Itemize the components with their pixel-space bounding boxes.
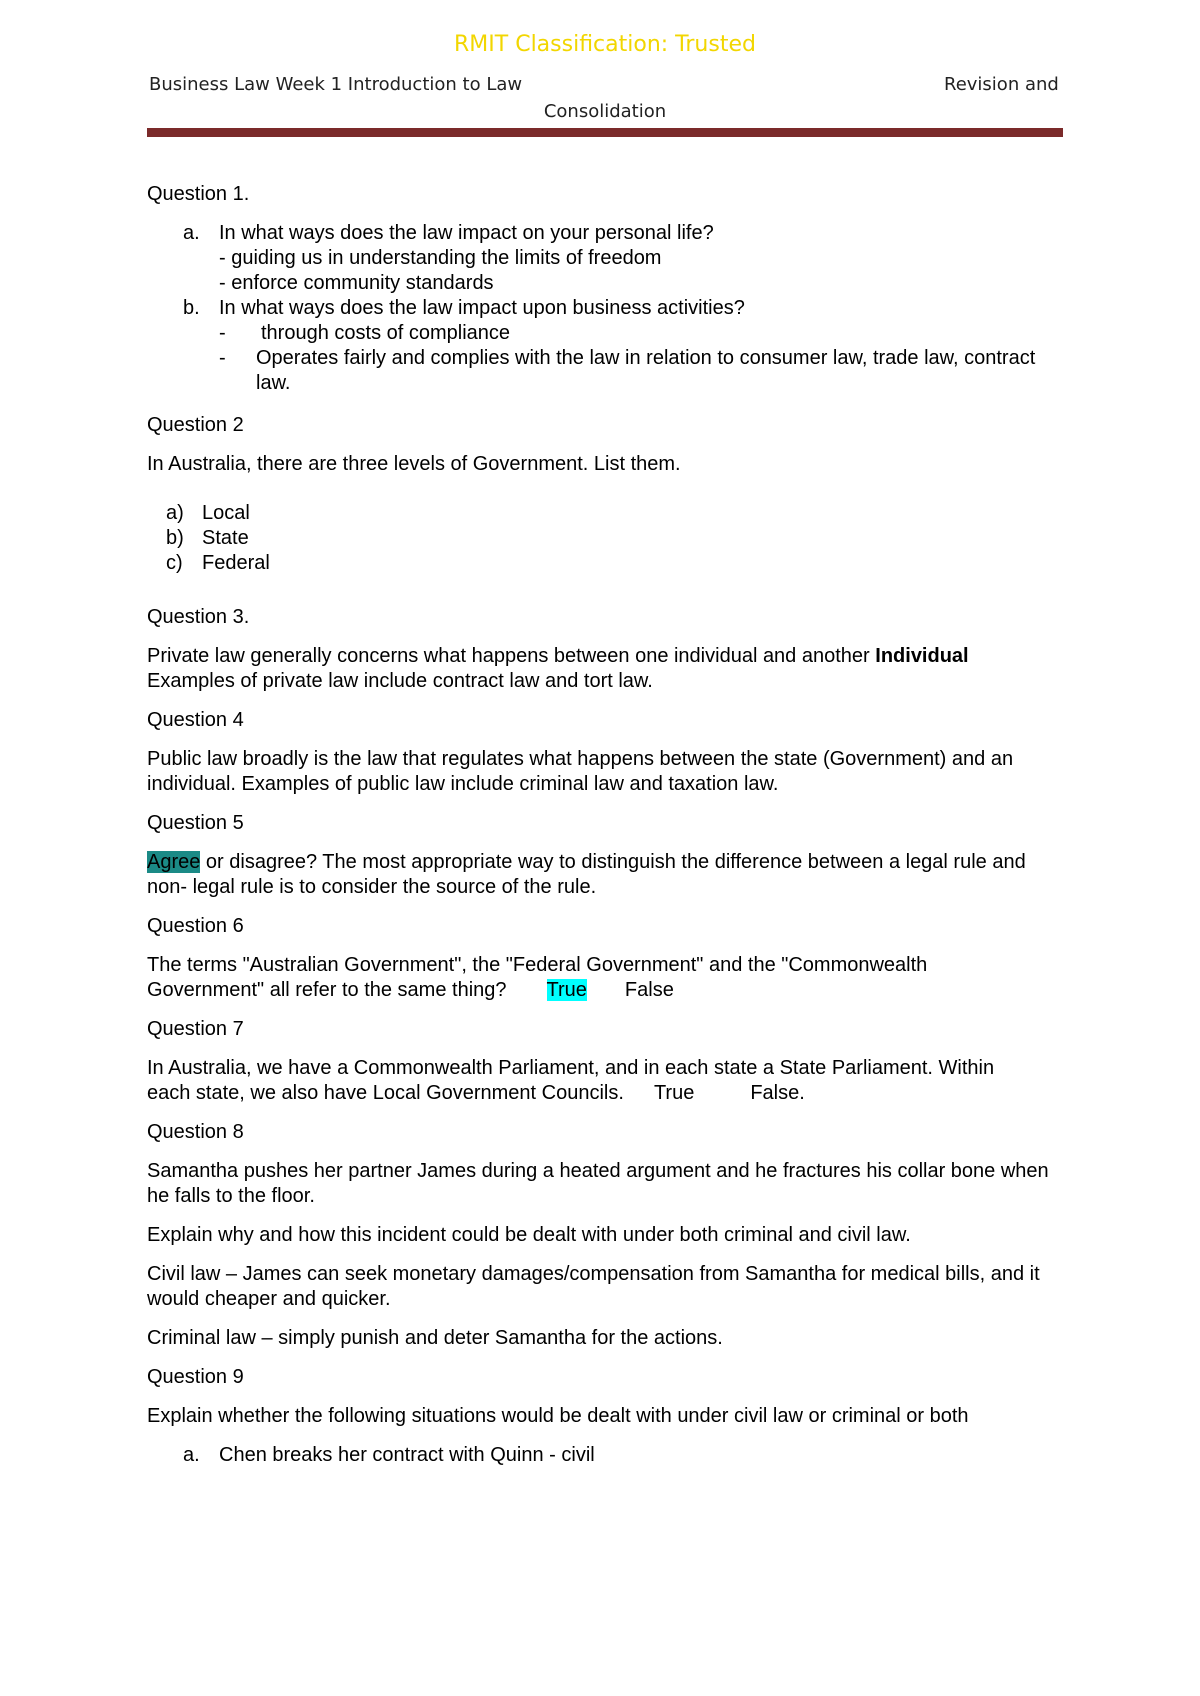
answer-1b-2 [147, 346, 1067, 396]
answer-1a-2: - enforce community standards [219, 272, 494, 294]
answer-1b-1-text: through costs of compliance [261, 322, 511, 344]
list-marker: a. [183, 1444, 200, 1466]
false-option: False. [750, 1082, 805, 1104]
question-3-text [147, 644, 1067, 669]
list-item-text: Local [202, 502, 250, 524]
list-item-text: Chen breaks her contract with Quinn - civil [219, 1444, 595, 1466]
question-7-line2 [147, 1081, 1067, 1106]
question-2-text: In Australia, there are three levels of Government. List them. [147, 453, 681, 475]
question-9-list [147, 1443, 1067, 1468]
answer-1b-1 [147, 321, 1067, 346]
question-2-list [147, 501, 1067, 576]
question-1-title: Question 1. [147, 183, 250, 205]
list-marker: a) [166, 502, 184, 524]
question-4-text: Public law broadly is the law that regulates what happens between the state (Government) and an individual. Examples of public law include criminal law and taxation law. [147, 748, 1014, 795]
question-3-bold: Individual [875, 645, 969, 667]
question-1-list [147, 221, 1067, 246]
list-item [147, 551, 1067, 576]
list-marker: a. [183, 222, 200, 244]
header-continued: Consolidation [543, 101, 667, 122]
question-3-text-post: Examples of private law include contract law and tort law. [147, 670, 653, 692]
list-item-text: State [202, 527, 249, 549]
header-title: Business Law Week 1 Introduction to Law [149, 74, 523, 95]
question-7-title: Question 7 [147, 1018, 244, 1040]
dash-marker: - [219, 347, 226, 369]
question-7-line1: In Australia, we have a Commonwealth Parliament, and in each state a State Parliament. Within [147, 1057, 995, 1079]
question-6-line2-text: Government" all refer to the same thing? [147, 979, 507, 1001]
list-marker: c) [166, 552, 183, 574]
dash-marker: - [219, 322, 226, 344]
true-option: True [653, 1082, 695, 1104]
question-6-title: Question 6 [147, 915, 244, 937]
question-5-text [147, 850, 1067, 900]
list-marker: b. [183, 297, 200, 319]
classification-label: RMIT Classification: Trusted [454, 32, 756, 57]
question-2-title: Question 2 [147, 414, 244, 436]
question-1b [147, 296, 1067, 321]
header-right: Revision and [944, 74, 1059, 95]
question-5-title: Question 5 [147, 812, 244, 834]
question-1-list-b [147, 296, 1067, 321]
answer-1b-2-text: Operates fairly and complies with the law in relation to consumer law, trade law, contract law. [256, 347, 1036, 394]
highlighted-answer: Agree [147, 851, 201, 873]
question-8-scenario: Samantha pushes her partner James during a heated argument and he fractures his collar bone when he falls to the floor. [147, 1160, 1049, 1207]
question-7-line2-text: each state, we also have Local Government Councils. [147, 1082, 624, 1104]
false-option: False [624, 979, 674, 1001]
list-item [147, 526, 1067, 551]
question-1a-text: In what ways does the law impact on your personal life? [219, 222, 714, 244]
question-9-title: Question 9 [147, 1366, 244, 1388]
question-3-text-pre: Private law generally concerns what happens between one individual and another [147, 645, 876, 667]
list-item-text: Federal [202, 552, 270, 574]
question-8-prompt: Explain why and how this incident could be dealt with under both criminal and civil law. [147, 1224, 911, 1246]
question-5-text-body: or disagree? The most appropriate way to distinguish the difference between a legal rule and non- legal rule is to consider the source of the rule. [147, 851, 1026, 898]
document-body [147, 182, 1067, 1468]
true-option-highlighted: True [546, 979, 587, 1001]
question-6-line2 [147, 978, 1067, 1003]
question-3-title: Question 3. [147, 606, 250, 628]
header-divider [147, 128, 1063, 137]
question-9-prompt: Explain whether the following situations would be dealt with under civil law or criminal or both [147, 1405, 969, 1427]
question-8-title: Question 8 [147, 1121, 244, 1143]
question-1a [147, 221, 1067, 246]
list-item [147, 501, 1067, 526]
question-1b-text: In what ways does the law impact upon business activities? [219, 297, 745, 319]
question-6-line1: The terms "Australian Government", the "Federal Government" and the "Commonwealth [147, 954, 928, 976]
answer-1a-1: - guiding us in understanding the limits of freedom [219, 247, 662, 269]
list-marker: b) [166, 527, 184, 549]
question-8-civil: Civil law – James can seek monetary damages/compensation from Samantha for medical bills, and it would cheaper and quicker. [147, 1263, 1040, 1310]
list-item [147, 1443, 1067, 1468]
question-8-criminal: Criminal law – simply punish and deter Samantha for the actions. [147, 1327, 723, 1349]
question-4-title: Question 4 [147, 709, 244, 731]
